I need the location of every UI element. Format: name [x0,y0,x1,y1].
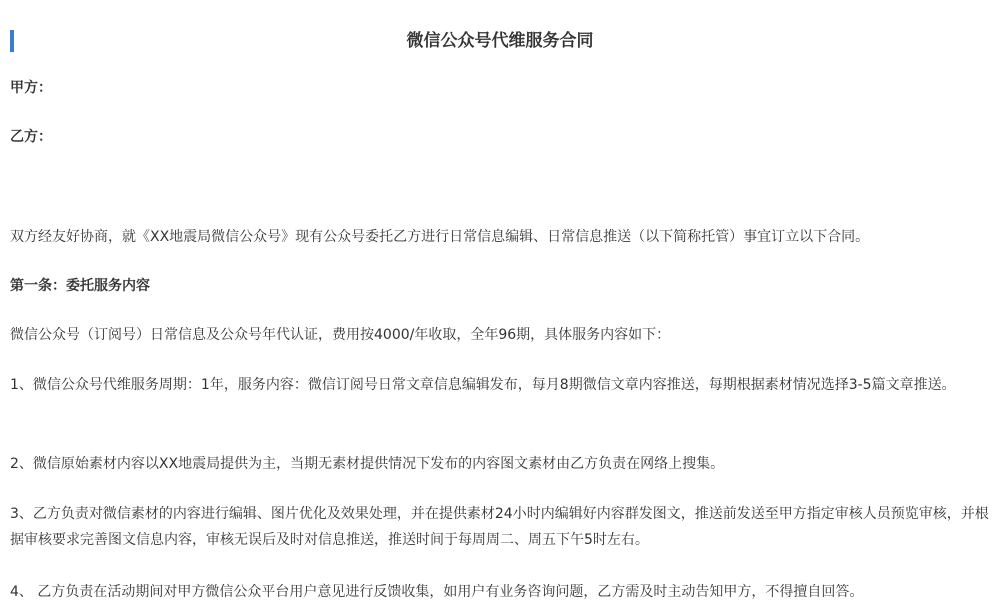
list-item: 1、微信公众号代维服务周期：1年，服务内容：微信订阅号日常文章信息编辑发布，每月8期微信文章内容推送，每期根据素材情况选择3-5篇文章推送。 [10,377,956,393]
article-1-heading: 第一条：委托服务内容 [10,278,150,294]
party-b-label: 乙方： [10,129,52,145]
document-title: 微信公众号代维服务合同 [406,31,594,51]
list-item: 2、微信原始素材内容以XX地震局提供为主，当期无素材提供情况下发布的内容图文素材由乙方负责在网络上搜集。 [10,456,725,472]
list-item: 3、乙方负责对微信素材的内容进行编辑、图片优化及效果处理，并在提供素材24小时内编辑好内容群发图文，推送前发送至甲方指定审核人员预览审核，并根据审核要求完善图文信息内容，审核无误后及时对信息推送，推送时间于每周周二、周五下午5时左右。 [10,506,989,548]
intro-paragraph: 双方经友好协商，就《XX地震局微信公众号》现有公众号委托乙方进行日常信息编辑、日常信息推送（以下简称托管）事宜订立以下合同。 [10,229,870,245]
party-a-label: 甲方： [10,80,52,96]
list-item: 4、 乙方负责在活动期间对甲方微信公众平台用户意见进行反馈收集，如用户有业务咨询问题，乙方需及时主动告知甲方，不得擅自回答。 [10,584,864,600]
article-1-summary: 微信公众号（订阅号）日常信息及公众号年代认证，费用按4000/年收取，全年96期，具体服务内容如下： [10,327,671,343]
